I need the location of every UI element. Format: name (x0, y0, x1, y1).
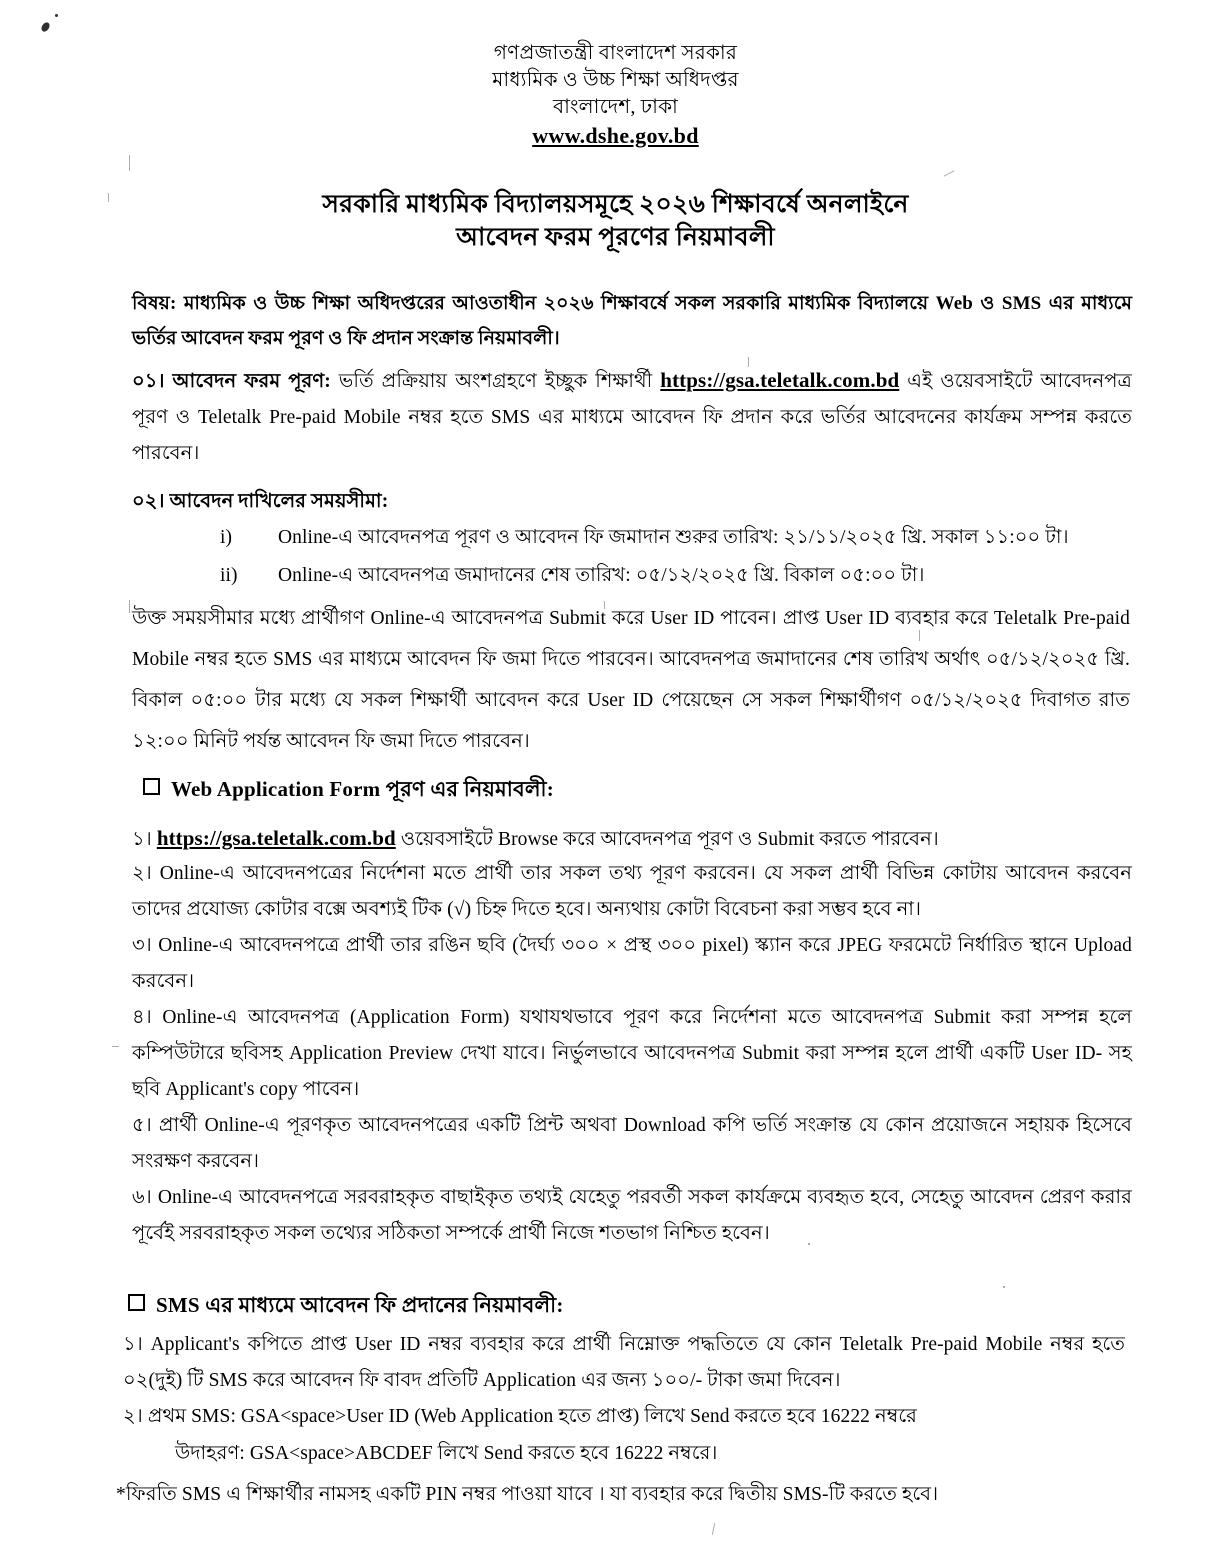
section-02-paragraph: উক্ত সময়সীমার মধ্যে প্রার্থীগণ Online-এ আবেদনপত্র Submit করে User ID পাবেন। প্রাপ্ত User ID ব্যবহার করে Teletalk Pre-paid Mobile নম্বর হতে SMS এর মাধ্যমে আবেদন ফি জমা দিতে পারবেন। আবেদনপত্র জমাদানের শেষ তারিখ অর্থাৎ ০৫/১২/২০২৫ খ্রি. বিকাল ০৫:০০ টার মধ্যে যে সকল শিক্ষার্থী আবেদন করে User ID পেয়েছেন সে সকল শিক্ষার্থীগণ ০৫/১২/২০২৫ দিবাগত রাত ১২:০০ মিনিট পর্যন্ত আবেদন ফি জমা দিতে পারবেন। (132, 608, 1130, 752)
sms-item-1-num: ১। (123, 1334, 151, 1355)
scan-hairline (943, 170, 954, 177)
web-item-6-text: Online-এ আবেদনপত্রে সরবরাহকৃত বাছাইকৃত তথ্যই যেহেতু পরবর্তী সকল কার্যক্রমে ব্যবহৃত হবে, সেহেতু আবেদন প্রেরণ করার পূর্বেই সরবরাহকৃত সকল তথ্যের সঠিকতা সম্পর্কে প্রার্থী নিজে শতভাগ নিশ্চিত হবেন। (132, 1187, 1132, 1244)
web-item-3 (132, 928, 1132, 1000)
scan-hairline (129, 155, 130, 171)
web-item-2 (132, 856, 1132, 928)
sms-item-2-num: ২। (123, 1406, 148, 1427)
section-01 (132, 362, 1132, 472)
gsa-url-link[interactable]: https://gsa.teletalk.com.bd (156, 826, 396, 850)
section-02-label: ০২। আবেদন দাখিলের সময়সীমা: (132, 491, 389, 512)
scan-speckle (40, 21, 51, 33)
gsa-url-link[interactable]: https://gsa.teletalk.com.bd (660, 368, 900, 392)
scan-hairline (129, 600, 130, 613)
sms-item-2-text: প্রথম SMS: GSA<space>User ID (Web Application হতে প্রাপ্ত) লিখে Send করতে হবে 16222 নম্বরে (147, 1406, 917, 1427)
web-item-6 (132, 1180, 1132, 1252)
web-item-1 (132, 820, 1132, 858)
roman-marker: i) (220, 527, 233, 548)
roman-marker: ii) (220, 565, 238, 586)
roman-text: Online-এ আবেদনপত্র পূরণ ও আবেদন ফি জমাদান শুরুর তারিখ: ২১/১১/২০২৫ খ্রি. সকাল ১১:০০ টা। (278, 527, 1069, 548)
web-item-3-text: Online-এ আবেদনপত্রে প্রার্থী তার রঙিন ছবি (দৈর্ঘ্য ৩০০ × প্রস্থ ৩০০ pixel) স্ক্যান করে JPEG ফরমেটে নির্ধারিত স্থানে Upload করবেন। (132, 935, 1133, 992)
sms-item-1-text: Applicant's কপিতে প্রাপ্ত User ID নম্বর ব্যবহার করে প্রার্থী নিম্নোক্ত পদ্ধতিতে যে কোন Teletalk Pre-paid Mobile নম্বর হতে ০২(দুই) টি SMS করে আবেদন ফি বাবদ প্রতিটি Application এর জন্য ১০০/- টাকা জমা দিবেন। (123, 1334, 1125, 1391)
web-item-1-num: ১। (132, 829, 157, 850)
web-item-3-num: ৩। (132, 935, 159, 956)
scan-speckle (55, 14, 58, 17)
sms-section-heading (128, 1290, 564, 1320)
subject-line: বিষয়: মাধ্যমিক ও উচ্চ শিক্ষা অধিদপ্তরের আওতাধীন ২০২৬ শিক্ষাবর্ষে সকল সরকারি মাধ্যমিক বিদ্যালয়ে Web ও SMS এর মাধ্যমে ভর্তির আবেদন ফরম পূরণ ও ফি প্রদান সংক্রান্ত নিয়মাবলী। (132, 293, 1132, 349)
directorate-name: মাধ্যমিক ও উচ্চ শিক্ষা অধিদপ্তর (492, 69, 739, 91)
section-01-label: ০১। আবেদন ফরম পূরণ: (132, 371, 331, 392)
web-item-4-num: ৪। (132, 1007, 163, 1028)
list-item (132, 557, 1132, 595)
sms-item-1 (123, 1327, 1125, 1399)
web-application-heading-text: Web Application Form পূরণ এর নিয়মাবলী: (171, 777, 554, 801)
page-title-line2: আবেদন ফরম পূরণের নিয়মাবলী (456, 224, 775, 251)
web-item-5 (132, 1108, 1132, 1180)
web-application-heading (143, 774, 554, 804)
scan-hairline (112, 1046, 119, 1047)
sms-section-heading-text: SMS এর মাধ্যমে আবেদন ফি প্রদানের নিয়মাবলী: (156, 1293, 564, 1317)
dshe-website-link[interactable]: www.dshe.gov.bd (532, 123, 699, 148)
web-item-4 (132, 1000, 1132, 1108)
scan-hairline (1003, 1286, 1005, 1288)
roman-text: Online-এ আবেদনপত্র জমাদানের শেষ তারিখ: ০৫/১২/২০২৫ খ্রি. বিকাল ০৫:০০ টা। (278, 565, 925, 586)
location-name: বাংলাদেশ, ঢাকা (552, 96, 679, 118)
sms-pin-note: *ফিরতি SMS এ শিক্ষার্থীর নামসহ একটি PIN নম্বর পাওয়া যাবে । যা ব্যবহার করে দ্বিতীয় SMS-টি করতে হবে। (116, 1484, 939, 1505)
section-01-text-before-url: ভর্তি প্রক্রিয়ায় অংশগ্রহণে ইচ্ছুক শিক্ষার্থী (330, 371, 661, 392)
govt-name: গণপ্রজাতন্ত্রী বাংলাদেশ সরকার (493, 42, 738, 64)
scan-hairline (712, 1523, 715, 1535)
web-item-2-num: ২। (132, 863, 160, 884)
section-01-text-after-url: এই ওয়েবসাইটে আবেদনপত্র পূরণ ও Teletalk Pre-paid Mobile নম্বর হতে SMS এর মাধ্যমে আবেদন ফি প্রদান করে ভর্তির আবেদনের কার্যক্রম সম্পন্ন করতে পারবেন। (132, 371, 1132, 464)
web-item-6-num: ৬। (132, 1187, 158, 1208)
sms-example: উদাহরণ: GSA<space>ABCDEF লিখে Send করতে হবে 16222 নম্বরে। (175, 1443, 718, 1464)
checkbox-square-icon (143, 778, 160, 795)
page-title-line1: সরকারি মাধ্যমিক বিদ্যালয়সমূহে ২০২৬ শিক্ষাবর্ষে অনলাইনে (322, 191, 909, 218)
web-item-4-text: Online-এ আবেদনপত্র (Application Form) যথাযথভাবে পূরণ করে নির্দেশনা মতে আবেদনপত্র Submit করা সম্পন্ন হলে কম্পিউটারে ছবিসহ Application Preview দেখা যাবে। নির্ভুলভাবে আবেদনপত্র Submit করা সম্পন্ন হলে প্রার্থী একটি User ID- সহ ছবি Applicant's copy পাবেন। (132, 1007, 1132, 1100)
letterhead (0, 40, 1231, 151)
web-item-5-text: প্রার্থী Online-এ পূরণকৃত আবেদনপত্রের একটি প্রিন্ট অথবা Download কপি ভর্তি সংক্রান্ত যে কোন প্রয়োজনে সহায়ক হিসেবে সংরক্ষণ করবেন। (132, 1115, 1132, 1172)
web-item-5-num: ৫। (132, 1115, 159, 1136)
section-02-list (132, 519, 1132, 595)
page-title (0, 188, 1231, 254)
list-item (132, 519, 1132, 557)
web-item-2-text: Online-এ আবেদনপত্রের নির্দেশনা মতে প্রার্থী তার সকল তথ্য পূরণ করবেন। যে সকল প্রার্থী বিভিন্ন কোটায় আবেদন করবেন তাদের প্রযোজ্য কোটার বক্সে অবশ্যই টিক (√) চিহ্ন দিতে হবে। অন্যথায় কোটা বিবেচনা করা সম্ভব হবে না। (132, 863, 1133, 920)
checkbox-square-icon (128, 1294, 145, 1311)
sms-item-2 (123, 1400, 1125, 1434)
web-item-1-text: ওয়েবসাইটে Browse করে আবেদনপত্র পূরণ ও Submit করতে পারবেন। (395, 829, 939, 850)
